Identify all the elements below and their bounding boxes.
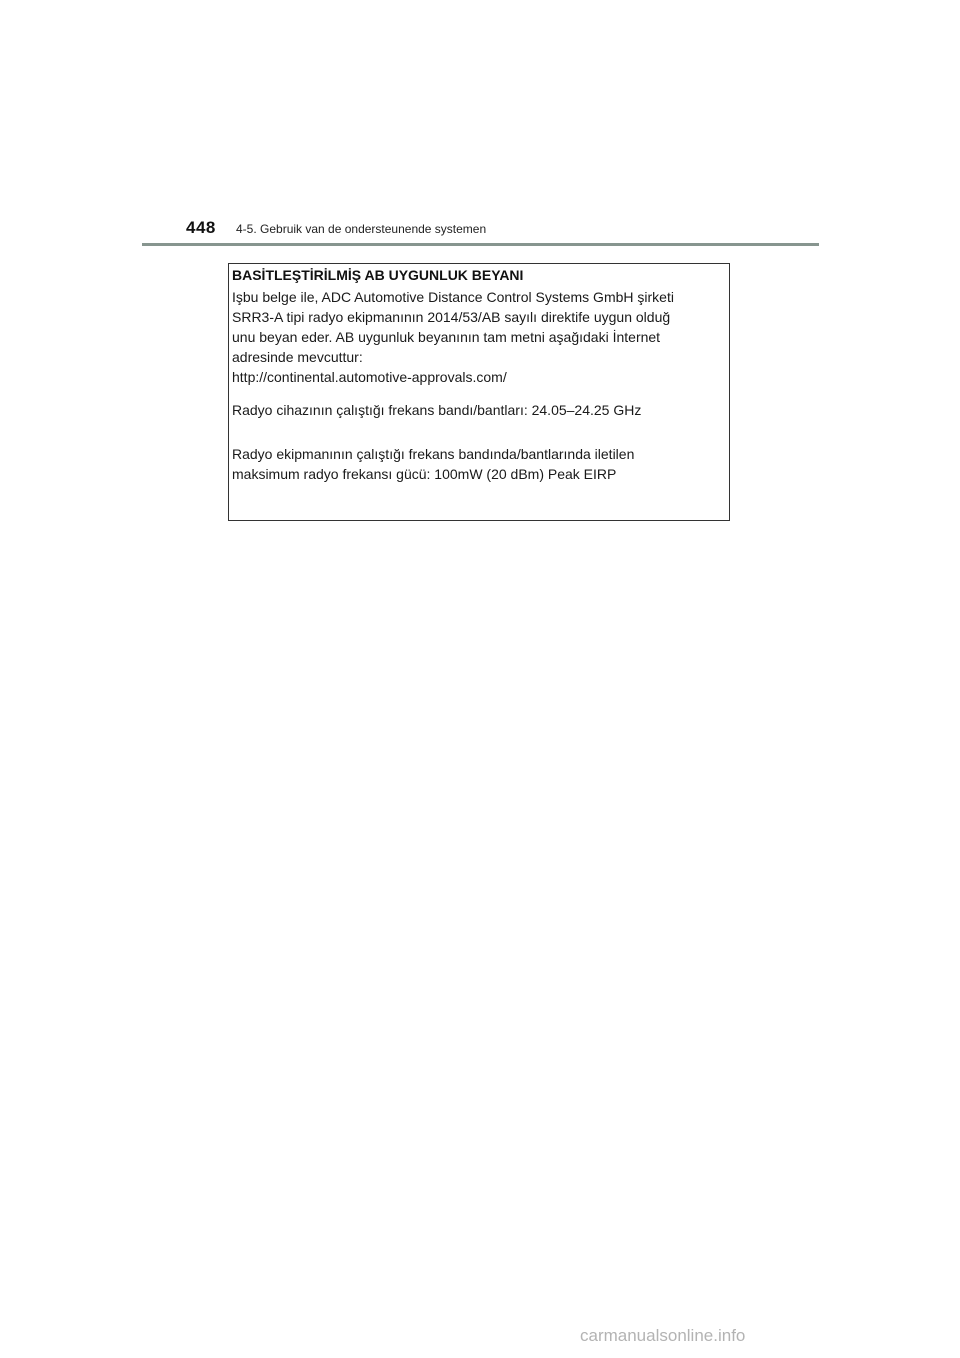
declaration-heading: BASİTLEŞTİRİLMİŞ AB UYGUNLUK BEYANI [232,267,524,283]
text-line: adresinde mevcuttur: [232,349,363,365]
declaration-paragraph-1 [232,287,674,387]
url-text: http://continental.automotive-approvals.com/ [232,369,507,385]
header-divider [142,243,819,246]
section-title: 4-5. Gebruik van de ondersteunende systemen [236,222,487,236]
text-line: Radyo cihazının çalıştığı frekans bandı/bantları: 24.05–24.25 GHz [232,402,642,418]
watermark: carmanualsonline.info [580,1326,746,1345]
declaration-box [228,263,730,521]
page-number: 448 [186,218,216,237]
text-line: SRR3-A tipi radyo ekipmanının 2014/53/AB sayılı direktife uygun olduğ [232,309,671,325]
text-line: Işbu belge ile, ADC Automotive Distance Control Systems GmbH şirketi [232,289,674,305]
declaration-paragraph-3 [232,444,634,484]
declaration-paragraph-2 [232,400,641,420]
text-line: maksimum radyo frekansı gücü: 100mW (20 dBm) Peak EIRP [232,466,617,482]
text-line: Radyo ekipmanının çalıştığı frekans bandında/bantlarında iletilen [232,446,635,462]
text-line: unu beyan eder. AB uygunluk beyanının tam metni aşağıdaki İnternet [232,329,661,345]
